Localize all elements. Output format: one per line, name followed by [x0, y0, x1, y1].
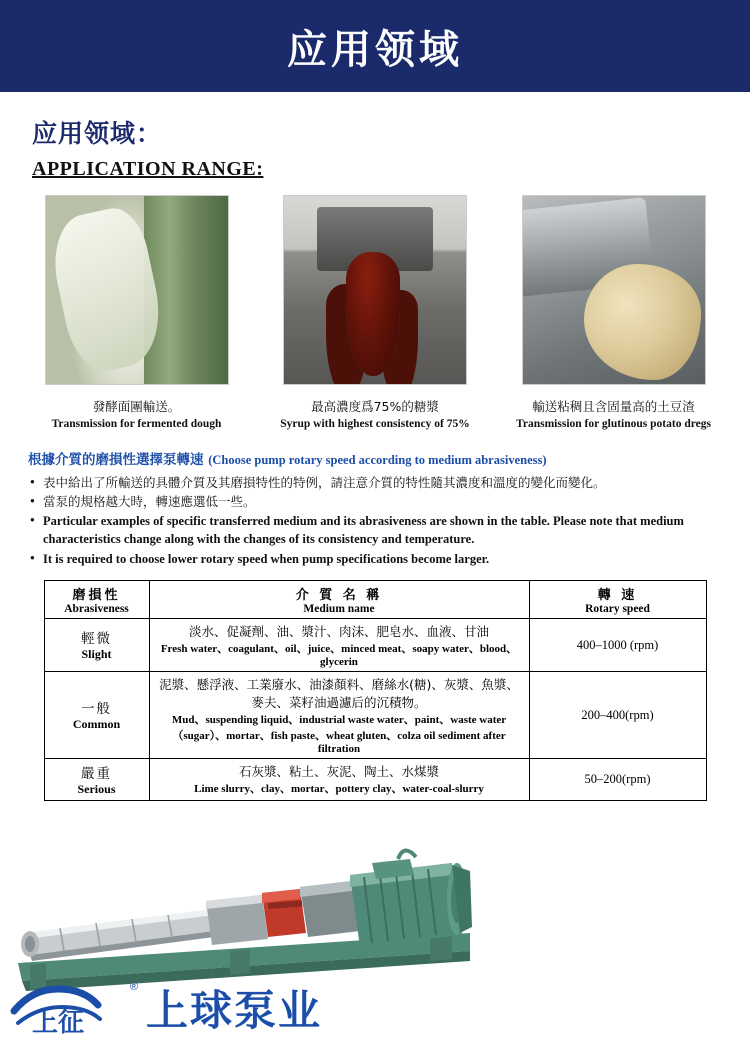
photo-fermented-dough-icon: [45, 195, 229, 385]
medium-abrasiveness-table: [44, 580, 707, 801]
photo-cell-1: [28, 195, 245, 430]
cell-medium-name: [149, 618, 529, 671]
cell-medium-name: [149, 758, 529, 800]
photo-caption-cn-1: 發酵面團輸送。: [92, 399, 181, 414]
note-text: 當泵的規格越大時，轉速應選低一些。: [43, 494, 256, 510]
abrasiveness-cn: 一般: [81, 701, 112, 718]
table-header-medium-name: [149, 580, 529, 618]
page-header-banner: [0, 0, 750, 92]
abrasiveness-en: Common: [72, 717, 121, 732]
list-item: [30, 550, 722, 568]
application-photo-row: [28, 195, 722, 430]
table-header-abrasiveness: [44, 580, 149, 618]
cell-rotary-speed: [529, 618, 706, 671]
photo-caption-en-3: Transmission for glutinous potato dregs: [516, 418, 711, 430]
note-text: It is required to choose lower rotary speed when pump specifications become larger.: [43, 551, 490, 566]
table-row: [44, 671, 706, 758]
shangzheng-logo-icon: [8, 977, 138, 1039]
notes-list: [30, 474, 722, 568]
header-cn: 轉 速: [597, 587, 638, 603]
speed-value: 50–200(rpm): [584, 772, 651, 787]
photo-cell-2: [267, 195, 484, 430]
header-en: Abrasiveness: [64, 602, 129, 615]
photo-cell-3: [505, 195, 722, 430]
footer-logo-bar: [0, 971, 750, 1045]
header-en: Medium name: [303, 602, 375, 615]
medium-en: Lime slurry、clay、mortar、pottery clay、water-coal-slurry: [194, 783, 484, 796]
section-title-en: APPLICATION RANGE:: [32, 158, 264, 180]
abrasiveness-cn: 嚴重: [81, 765, 112, 782]
cell-abrasiveness: [44, 758, 149, 800]
brand-name: 上球泵业: [146, 986, 323, 1035]
page-title: 应用领域: [287, 26, 463, 73]
photo-potato-dregs-icon: [522, 195, 706, 385]
cell-abrasiveness: [44, 618, 149, 671]
cell-rotary-speed: [529, 758, 706, 800]
cell-medium-name: [149, 671, 529, 758]
table-row: [44, 618, 706, 671]
photo-caption-en-2: Syrup with highest consistency of 75%: [280, 418, 470, 430]
abrasiveness-en: Serious: [77, 781, 116, 796]
note-text: 表中給出了所輸送的具體介質及其磨損特性的特例，請注意介質的特性隨其濃度和溫度的變化而變化。: [43, 475, 606, 490]
header-en: Rotary speed: [585, 602, 650, 615]
cell-rotary-speed: [529, 671, 706, 758]
photo-caption-en-1: Transmission for fermented dough: [51, 418, 222, 430]
medium-cn: 石灰漿、粘土、灰泥、陶土、水煤漿: [238, 764, 439, 780]
cell-abrasiveness: [44, 671, 149, 758]
speed-value: 400–1000 (rpm): [576, 637, 659, 652]
section-title-cn: 应用领域：: [32, 119, 163, 148]
table-header-row: [44, 580, 706, 618]
header-cn: 磨損性: [72, 587, 121, 603]
abrasiveness-en: Slight: [81, 647, 112, 662]
medium-en: Fresh water、coagulant、oil、juice、minced meat、soapy water、blood、glycerin: [160, 642, 518, 668]
photo-caption-cn-3: 輸送粘稠且含固量高的土豆渣: [532, 399, 695, 414]
abrasiveness-cn: 輕微: [81, 631, 112, 648]
subheading-en: (Choose pump rotary speed according to medium abrasiveness): [208, 453, 547, 467]
svg-text:上征: 上征: [32, 1008, 85, 1038]
photo-syrup-icon: [283, 195, 467, 385]
table-row: [44, 758, 706, 800]
photo-caption-cn-2: 最高濃度爲75%的糖漿: [311, 399, 439, 414]
speed-value: 200–400(rpm): [581, 707, 654, 722]
list-item: [30, 512, 722, 548]
note-text: Particular examples of specific transferred medium and its abrasiveness are shown in the table. Please note that medium characteristics change along with the changes of its consistency and temperature.: [43, 514, 684, 547]
list-item: [30, 493, 722, 511]
list-item: [30, 474, 722, 492]
medium-cn: 淡水、促凝劑、油、漿汁、肉沫、肥皂水、血液、甘油: [188, 623, 489, 639]
registered-mark: ®: [129, 981, 138, 993]
header-cn: 介 質 名 稱: [295, 587, 383, 603]
table-header-rotary-speed: [529, 580, 706, 618]
subheading: [28, 448, 722, 468]
medium-en: Mud、suspending liquid、industrial waste water、paint、waste water（sugar）、mortar、fish paste、wheat gluten、colza oil sediment after filtration: [171, 713, 507, 755]
medium-cn: 泥漿、懸浮液、工業廢水、油漆顏料、磨絲水(糖)、灰漿、魚漿、麥夫、菜籽油過濾后的沉積物。: [159, 676, 519, 710]
subheading-cn: 根據介質的磨損性選擇泵轉速: [28, 452, 204, 468]
